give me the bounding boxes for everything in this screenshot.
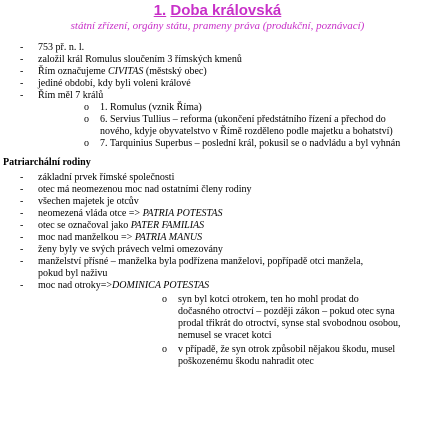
list-item: všechen majetek je otcův xyxy=(38,196,139,207)
title-text: Doba královská xyxy=(170,2,282,19)
term-pater-familias: PATER FAMILIAS xyxy=(130,220,205,231)
page-subtitle: státní zřízení, orgány státu, prameny práva (produkční, poznávací) xyxy=(70,20,365,32)
king-item: 6. Servius Tullius – reforma (ukončení předstátního řízení a přechod do xyxy=(100,114,386,125)
list-item: jediné období, kdy byli voleni králové xyxy=(38,78,191,89)
slave-item-continuation: poškozenému škodu nahradit otec xyxy=(178,356,314,367)
list-dash: - xyxy=(20,90,24,101)
sublist-bullet: o xyxy=(84,138,89,149)
slave-item: syn byl kotci otrokem, ten ho mohl prodat do xyxy=(178,294,359,305)
list-item-text: otec se označoval jako xyxy=(38,220,129,231)
list-item-text: moc nad otroky=> xyxy=(38,280,113,291)
list-item: základní prvek římské společnosti xyxy=(38,172,175,183)
list-dash: - xyxy=(20,172,24,183)
list-dash: - xyxy=(20,280,24,291)
term-patria-potestas: PATRIA POTESTAS xyxy=(142,208,223,219)
list-dash: - xyxy=(20,220,24,231)
sublist-bullet: o xyxy=(162,344,167,355)
civitas-suffix: (městský obec) xyxy=(143,66,207,77)
list-item xyxy=(38,220,204,232)
list-item-continuation: pokud byl naživu xyxy=(38,268,108,279)
page-title xyxy=(0,2,435,20)
list-dash: - xyxy=(20,78,24,89)
list-dash: - xyxy=(20,54,24,65)
list-dash: - xyxy=(20,42,24,53)
slave-item-continuation: dočasného otroctví – později zákon – pokud otec syna xyxy=(178,306,395,317)
list-item: ženy byly ve svých právech velmi omezovány xyxy=(38,244,223,255)
sublist-bullet: o xyxy=(162,294,167,305)
list-dash: - xyxy=(20,256,24,267)
term-civitas: CIVITAS xyxy=(107,66,144,77)
slave-item: v případě, že syn otrok způsobil nějakou škodu, musel xyxy=(178,344,396,355)
list-item xyxy=(38,232,202,244)
list-item: Řím měl 7 králů xyxy=(38,90,104,101)
term-dominica-potestas: DOMINICA POTESTAS xyxy=(112,280,210,291)
slave-item-continuation: prodal třikrát do otroctví, synse stal svobodnou osobou, xyxy=(178,318,401,329)
list-dash: - xyxy=(20,66,24,77)
list-dash: - xyxy=(20,232,24,243)
list-item-text: moc nad manželkou => xyxy=(38,232,133,243)
list-dash: - xyxy=(20,208,24,219)
list-item: otec má neomezenou moc nad ostatními členy rodiny xyxy=(38,184,252,195)
title-number: 1. xyxy=(153,2,167,19)
list-item xyxy=(38,208,222,220)
slave-item-continuation: nemusel se vracet kotci xyxy=(178,330,272,341)
list-item: 753 př. n. l. xyxy=(38,42,85,53)
list-item xyxy=(38,66,207,78)
list-item-text: Řím označujeme xyxy=(38,66,106,77)
king-item: 1. Romulus (vznik Říma) xyxy=(100,102,202,113)
list-item-text: neomezená vláda otce => xyxy=(38,208,141,219)
list-dash: - xyxy=(20,244,24,255)
list-item: manželství přísné – manželka byla podřízena manželovi, popřípadě otci manžela, xyxy=(38,256,364,267)
king-item-continuation: nového, kdyje obyvatelstvo v Římě rozděleno podle majetku a bohatství) xyxy=(100,126,393,137)
section-heading: Patriarchální rodiny xyxy=(3,157,91,168)
king-item: 7. Tarquinius Superbus – poslední král, pokusil se o nadvládu a byl vyhnán xyxy=(100,138,401,149)
list-dash: - xyxy=(20,196,24,207)
sublist-bullet: o xyxy=(84,102,89,113)
sublist-bullet: o xyxy=(84,114,89,125)
term-patria-manus: PATRIA MANUS xyxy=(134,232,203,243)
list-item xyxy=(38,280,209,292)
list-item: založil král Romulus sloučením 3 římských kmenů xyxy=(38,54,242,65)
list-dash: - xyxy=(20,184,24,195)
